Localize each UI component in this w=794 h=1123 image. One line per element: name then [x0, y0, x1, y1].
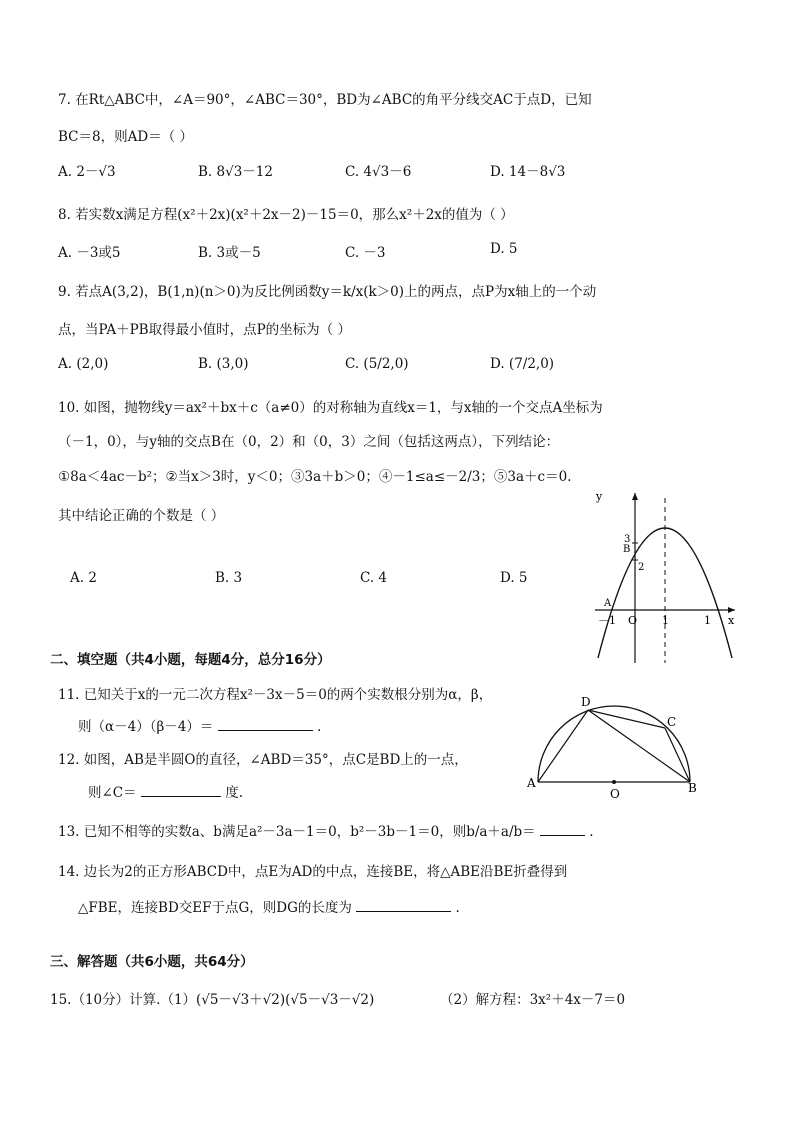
- y-label: y: [596, 490, 603, 503]
- q15-part2: （2）解方程：3x²＋4x－7＝0: [440, 992, 626, 1008]
- q10-line1: 10. 如图，抛物线y＝ax²＋bx＋c（a≠0）的对称轴为直线x＝1，与x轴的一个交点A坐标为: [58, 400, 603, 416]
- q7-option-c: C. 4√3－6: [345, 164, 412, 180]
- q8-option-c: C. －3: [345, 245, 386, 261]
- q7-option-b: B. 8√3－12: [198, 164, 273, 180]
- q7-option-d: D. 14－8√3: [490, 164, 566, 180]
- q9-option-d: D. (7/2,0): [490, 356, 555, 372]
- q12-line1: 12. 如图，AB是半圆O的直径，∠ABD＝35°，点C是BD上的一点，: [58, 752, 468, 768]
- q10-option-b: B. 3: [215, 570, 243, 586]
- label-B: B: [688, 781, 697, 795]
- label-D: D: [581, 695, 591, 709]
- label-1b: 1: [704, 614, 711, 627]
- q9-option-b: B. (3,0): [198, 356, 249, 372]
- chord-DC: [588, 710, 665, 728]
- parabola-figure: [590, 488, 740, 668]
- q9-line2: 点，当PA＋PB取得最小值时，点P的坐标为（ ）: [58, 322, 351, 338]
- label-B: B: [623, 544, 631, 555]
- q7-line2: BC＝8，则AD＝（ ）: [58, 129, 193, 145]
- q7-option-a: A. 2－√3: [58, 164, 116, 180]
- q12-answer-blank[interactable]: [141, 782, 221, 797]
- q11-line1: 11. 已知关于x的一元二次方程x²－3x－5＝0的两个实数根分别为α，β，: [58, 687, 493, 703]
- q10-line2: （－1，0），与y轴的交点B在（0，2）和（0，3）之间（包括这两点），下列结论：: [58, 434, 560, 450]
- q8-option-d: D. 5: [490, 241, 518, 257]
- label-3: 3: [624, 534, 631, 545]
- label-neg1: －1: [598, 614, 616, 627]
- q14-line2: △FBE，连接BD交EF于点G，则DG的长度为: [78, 900, 352, 916]
- q11-line2: 则（α－4）（β－4）＝: [78, 719, 214, 735]
- q8-option-a: A. －3或5: [58, 245, 121, 261]
- q9-option-c: C. (5/2,0): [345, 356, 409, 372]
- x-label: x: [728, 614, 735, 627]
- q10-option-c: C. 4: [360, 570, 388, 586]
- y-axis-arrow-icon: [632, 493, 638, 500]
- q13-line1-end: .: [589, 824, 594, 840]
- label-C: C: [667, 715, 677, 729]
- q13-line1-wrap: [58, 820, 594, 840]
- q7-line1: 7. 在Rt△ABC中，∠A＝90°，∠ABC＝30°，BD为∠ABC的角平分线交AC于点D，已知: [58, 92, 592, 108]
- q11-line2-wrap: [78, 715, 321, 735]
- x-axis-arrow-icon: [728, 607, 735, 613]
- chord-AD: [538, 710, 588, 782]
- q11-answer-blank[interactable]: [218, 716, 313, 731]
- q9-line1: 9. 若点A(3,2)，B(1,n)(n＞0)为反比例函数y＝k/x(k＞0)上的两点，点P为x轴上的一个动: [58, 284, 597, 300]
- q10-line3: ①8a＜4ac－b²；②当x＞3时，y＜0；③3a＋b＞0；④－1≤a≤－2/3；⑤3a＋c＝0.: [58, 469, 572, 485]
- q10-option-d: D. 5: [500, 570, 528, 586]
- q15-part1: 15.（10分）计算.（1）(√5－√3＋√2)(√5－√3－√2): [50, 992, 375, 1008]
- q10-option-a: A. 2: [70, 570, 97, 586]
- q10-line4: 其中结论正确的个数是（ ）: [58, 508, 225, 524]
- label-O: O: [628, 614, 638, 627]
- semicircle-figure: [525, 690, 705, 800]
- q12-line2: 则∠C＝: [88, 785, 137, 801]
- q14-line2-end: .: [455, 900, 460, 916]
- q8-line1: 8. 若实数x满足方程(x²＋2x)(x²＋2x－2)－15＝0，那么x²＋2x的值为（ ）: [58, 207, 514, 223]
- label-O: O: [610, 787, 620, 800]
- label-A: A: [527, 776, 536, 790]
- q9-option-a: A. (2,0): [58, 356, 109, 372]
- q14-answer-blank[interactable]: [356, 897, 451, 912]
- section3-title: 三、解答题（共6小题，共64分）: [50, 954, 254, 970]
- label-2: 2: [638, 562, 645, 573]
- q13-line1: 13. 已知不相等的实数a、b满足a²－3a－1＝0，b²－3b－1＝0，则b/a＋a/b＝: [58, 824, 536, 840]
- section2-title: 二、填空题（共4小题，每题4分，总分16分）: [50, 652, 331, 668]
- label-1: 1: [662, 614, 669, 627]
- q13-answer-blank[interactable]: [540, 821, 585, 836]
- q12-line2-end: 度.: [225, 785, 244, 801]
- q12-line2-wrap: [88, 781, 243, 801]
- q11-line2-end: .: [316, 719, 322, 735]
- q14-line1: 14. 边长为2的正方形ABCD中，点E为AD的中点，连接BE，将△ABE沿BE折叠得到: [58, 864, 568, 880]
- center-point: [612, 780, 616, 784]
- q14-line2-wrap: [78, 896, 460, 916]
- label-A: A: [604, 598, 612, 609]
- q8-option-b: B. 3或－5: [198, 245, 261, 261]
